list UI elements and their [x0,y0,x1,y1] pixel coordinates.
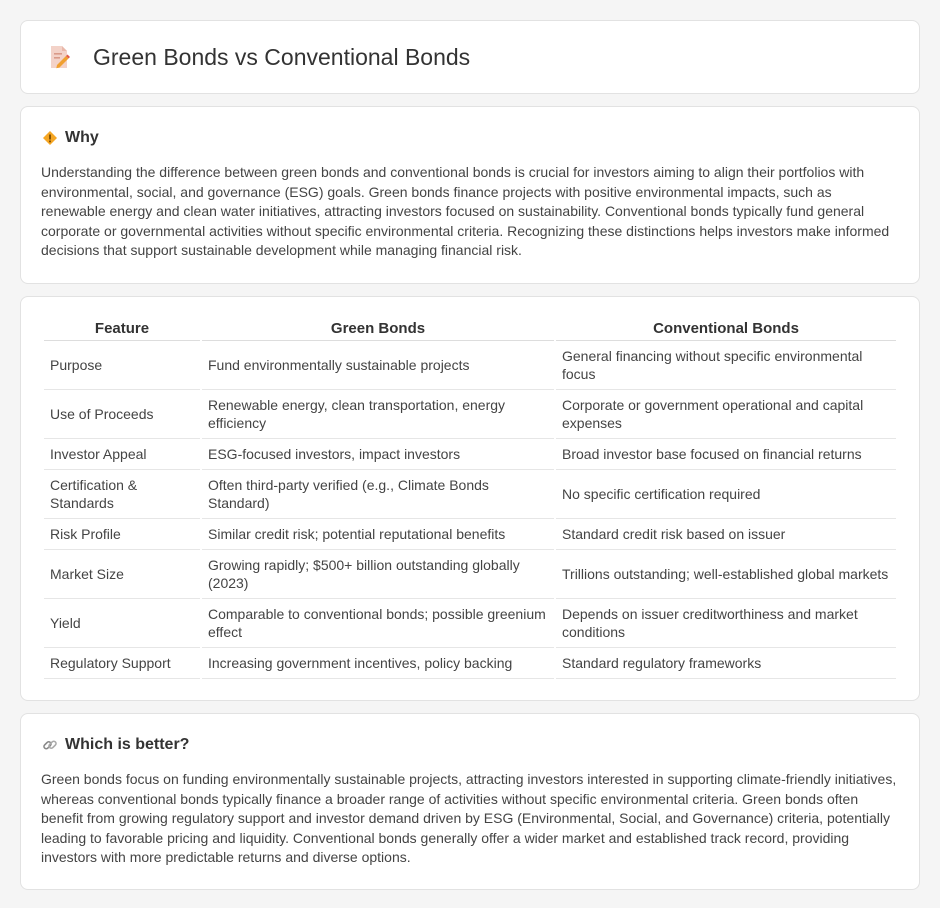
conventional-bonds-cell: Standard credit risk based on issuer [556,519,896,550]
table-row [44,599,896,648]
better-title: Which is better? [65,736,190,753]
feature-cell: Regulatory Support [44,648,200,679]
comparison-section [20,296,920,701]
feature-cell: Market Size [44,550,200,599]
table-header-row [44,317,896,341]
link-icon [41,736,59,754]
green-bonds-cell: Increasing government incentives, policy backing [202,648,554,679]
page-title: Green Bonds vs Conventional Bonds [93,43,471,70]
why-section [20,106,920,284]
better-heading [41,736,899,754]
feature-cell: Yield [44,599,200,648]
header-card [20,20,920,94]
why-title: Why [65,129,99,146]
table-row [44,439,896,470]
conventional-bonds-cell: Corporate or government operational and capital expenses [556,390,896,439]
table-row [44,341,896,390]
feature-cell: Purpose [44,341,200,390]
conventional-bonds-cell: Trillions outstanding; well-established global markets [556,550,896,599]
comparison-table [42,317,898,679]
better-text: Green bonds focus on funding environmentally sustainable projects, attracting investors interested in supporting climate-friendly initiatives, whereas conventional bonds typically finance a broader range of activities without specific environmental criteria. Green bonds often benefit from growing regulatory support and investor demand driven by ESG (Environmental, Social, and Governance) criteria, potentially leading to favorable pricing and liquidity. Conventional bonds generally offer a wider market and established track record, providing investors with more predictable returns and diverse options. [41,771,897,865]
green-bonds-cell: Growing rapidly; $500+ billion outstanding globally (2023) [202,550,554,599]
header-feature: Feature [44,317,200,341]
green-bonds-cell: ESG-focused investors, impact investors [202,439,554,470]
feature-cell: Certification & Standards [44,470,200,519]
header-green-bonds: Green Bonds [202,317,554,341]
green-bonds-cell: Fund environmentally sustainable projects [202,341,554,390]
feature-cell: Use of Proceeds [44,390,200,439]
which-is-better-section [20,713,920,890]
conventional-bonds-cell: No specific certification required [556,470,896,519]
conventional-bonds-cell: Depends on issuer creditworthiness and market conditions [556,599,896,648]
table-row [44,648,896,679]
feature-cell: Investor Appeal [44,439,200,470]
table-row [44,550,896,599]
green-bonds-cell: Often third-party verified (e.g., Climate Bonds Standard) [202,470,554,519]
feature-cell: Risk Profile [44,519,200,550]
conventional-bonds-cell: Standard regulatory frameworks [556,648,896,679]
green-bonds-cell: Similar credit risk; potential reputational benefits [202,519,554,550]
conventional-bonds-cell: Broad investor base focused on financial returns [556,439,896,470]
table-row [44,390,896,439]
table-row [44,470,896,519]
why-heading [41,129,899,147]
why-text: Understanding the difference between green bonds and conventional bonds is crucial for investors aiming to align their portfolios with environmental, social, and governance (ESG) goals. Green bonds finance projects with positive environmental impacts, such as renewable energy and clean water initiatives, attracting investors focused on sustainability. Conventional bonds typically fund general corporate or governmental activities without specific environmental criteria. Recognizing these distinctions helps investors make informed decisions that support sustainable development while managing financial risk. [41,164,890,258]
warning-diamond-icon [41,129,59,147]
green-bonds-cell: Comparable to conventional bonds; possible greenium effect [202,599,554,648]
green-bonds-cell: Renewable energy, clean transportation, energy efficiency [202,390,554,439]
document-edit-icon [45,43,73,71]
conventional-bonds-cell: General financing without specific environmental focus [556,341,896,390]
header-conventional-bonds: Conventional Bonds [556,317,896,341]
table-row [44,519,896,550]
